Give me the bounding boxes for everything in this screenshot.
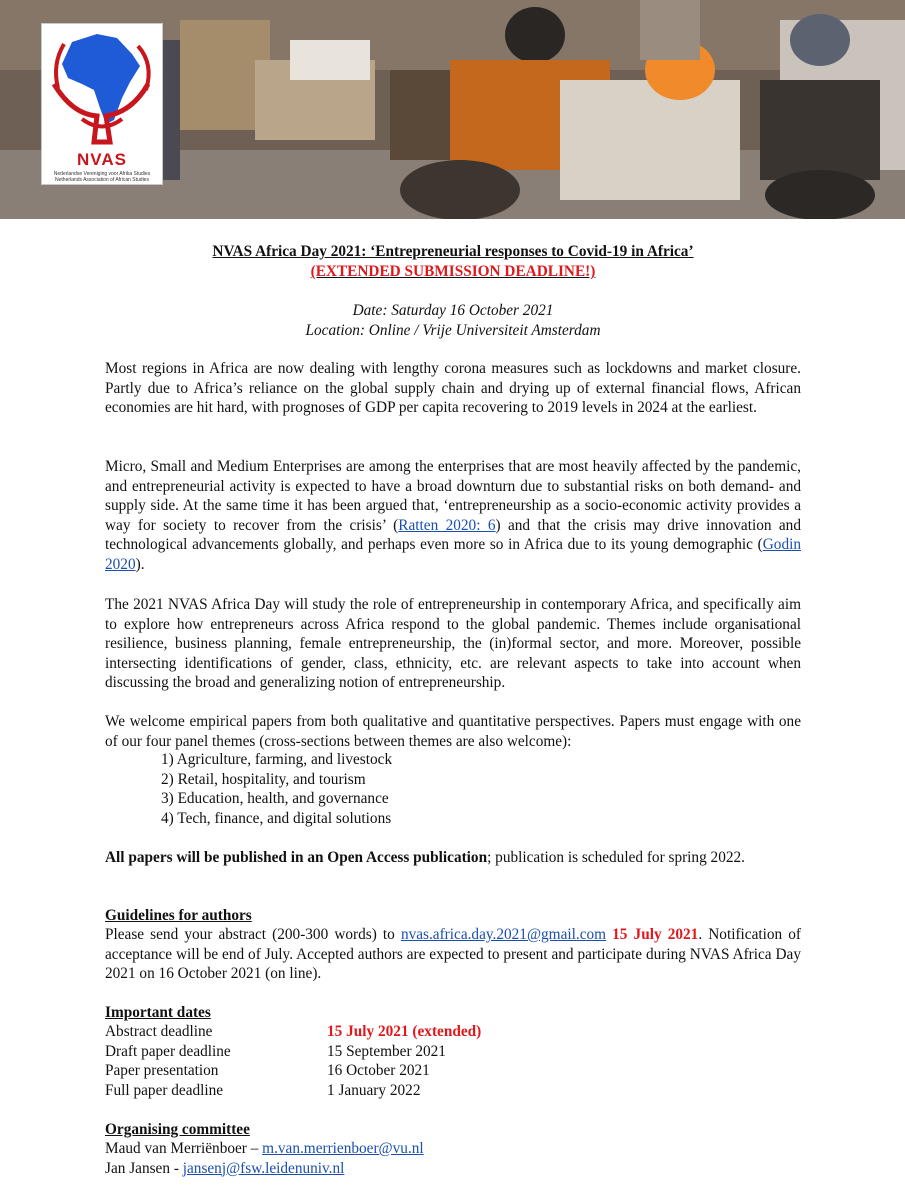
event-title: NVAS Africa Day 2021: ‘Entrepreneurial responses to Covid-19 in Africa’ xyxy=(212,243,694,260)
open-access-text: ; publication is scheduled for spring 2022. xyxy=(487,849,745,866)
dates-row xyxy=(105,1042,801,1062)
member-email-link[interactable]: jansenj@fsw.leidenuniv.nl xyxy=(182,1159,345,1177)
header-banner-photo xyxy=(0,0,905,219)
intro-paragraph: Most regions in Africa are now dealing with lengthy corona measures such as lockdowns and market closure. Partly due to Africa’s reliance on the global supply chain and drying up of external financial flows, African economies are hit hard, with prognoses of GDP per capita recovering to 2019 levels in 2024 at the earliest. xyxy=(105,360,801,417)
msme-text-part3: ). xyxy=(135,555,145,573)
guidelines-paragraph xyxy=(105,925,801,984)
guidelines-text-b: . Notification of acceptance will be end of July. Accepted authors are expected to present and participate during NVAS Africa Day 2021 on 16 October 2021 (on line). xyxy=(105,926,802,983)
guidelines-heading: Guidelines for authors xyxy=(105,907,252,924)
theme-item: 3) Education, health, and governance xyxy=(161,790,389,808)
dates-row xyxy=(105,1081,801,1101)
theme-item: 2) Retail, hospitality, and tourism xyxy=(161,770,366,788)
theme-item: 1) Agriculture, farming, and livestock xyxy=(161,751,393,768)
theme-item: 4) Tech, finance, and digital solutions xyxy=(161,809,392,827)
important-dates-table xyxy=(105,1022,801,1100)
date-value: 15 July 2021 (extended) xyxy=(327,1023,482,1040)
committee-list xyxy=(105,1139,801,1178)
msme-paragraph xyxy=(105,457,801,575)
important-dates-heading: Important dates xyxy=(105,1004,211,1021)
logo-subtitle-nl: Nederlandse Vereniging voor Afrika Studies xyxy=(53,171,151,177)
dates-row xyxy=(105,1022,801,1042)
member-name: Jan Jansen - xyxy=(105,1159,183,1177)
nvas-day-paragraph: The 2021 NVAS Africa Day will study the role of entrepreneurship in contemporary Africa, and specifically aim to explore how entrepreneurs across Africa respond to the global pandemic. Themes include organisational resilience, business planning, female entrepreneurship, the (in)formal sector, and more. Moreover, possible intersecting identifications of gender, class, ethnicity, etc. are relevant aspects to take into account when discussing the broad and generalizing notion of entrepreneurship. xyxy=(105,596,801,692)
committee-member xyxy=(105,1159,801,1179)
godin-2020-link[interactable]: Godin 2020 xyxy=(105,536,801,573)
date-value: 1 January 2022 xyxy=(327,1081,421,1099)
date-label: Paper presentation xyxy=(105,1062,219,1080)
guidelines-text-a: Please send your abstract (200-300 words) to xyxy=(105,926,401,943)
ratten-2020-link[interactable]: Ratten 2020: 6 xyxy=(398,516,496,534)
panel-themes-list xyxy=(105,750,857,828)
submission-email-link[interactable]: nvas.africa.day.2021@gmail.com xyxy=(400,926,607,943)
event-date: Date: Saturday 16 October 2021 xyxy=(352,302,554,319)
extended-deadline-notice: (EXTENDED SUBMISSION DEADLINE!) xyxy=(310,263,596,280)
event-location: Location: Online / Vrije Universiteit Amsterdam xyxy=(305,322,601,339)
call-for-papers-paragraph: We welcome empirical papers from both qualitative and quantitative perspectives. Papers must engage with one of our four panel themes (cross-sections between themes are also welcome): xyxy=(105,713,801,750)
committee-member xyxy=(105,1139,801,1159)
msme-text-part1: Micro, Small and Medium Enterprises are among the enterprises that are most heavily affected by the pandemic, and entrepreneurial activity is expected to have a broad downturn due to substantial risks on both demand- and supply side. At the same time it has been argued that, ‘entrepreneurship as a socio-economic activity provides a way for society to recover from the crisis’ ( xyxy=(105,458,801,534)
dates-row xyxy=(105,1061,801,1081)
date-value: 16 October 2021 xyxy=(327,1062,430,1080)
date-label: Abstract deadline xyxy=(105,1023,213,1040)
open-access-bold: All papers will be published in an Open Access publication xyxy=(105,849,488,866)
date-label: Full paper deadline xyxy=(105,1081,224,1099)
africa-tree-logo-graphic xyxy=(42,24,162,149)
logo-subtitle-en: Netherlands Association of African Studies xyxy=(55,177,149,183)
msme-text-part2: ) and that the crisis may drive innovation and technological advancements globally, and perhaps even more so in Africa due to its young demographic ( xyxy=(105,516,801,554)
date-label: Draft paper deadline xyxy=(105,1042,231,1060)
nvas-logo xyxy=(41,23,163,185)
open-access-paragraph xyxy=(105,848,801,868)
date-value: 15 September 2021 xyxy=(327,1042,446,1060)
member-name: Maud van Merriënboer – xyxy=(105,1140,263,1157)
abstract-deadline-date: 15 July 2021 xyxy=(612,926,699,943)
logo-wordmark: NVAS xyxy=(77,150,127,169)
committee-heading: Organising committee xyxy=(105,1121,250,1138)
member-email-link[interactable]: m.van.merrienboer@vu.nl xyxy=(262,1140,424,1157)
